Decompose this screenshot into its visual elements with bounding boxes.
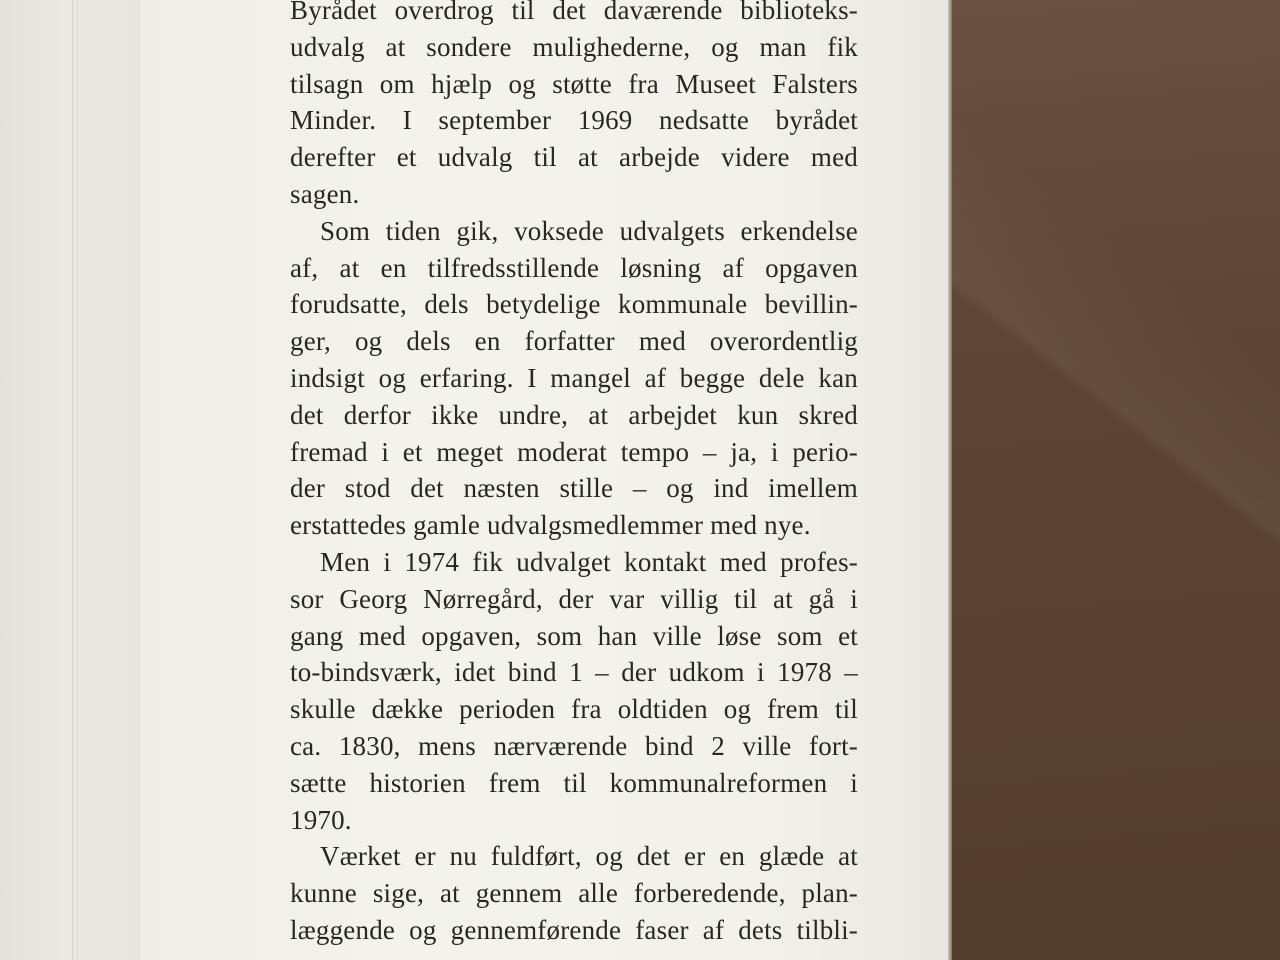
text-line: ger, og dels en forfatter med overordentlig xyxy=(290,326,858,357)
adjacent-page xyxy=(0,0,140,960)
text-line: 1970. xyxy=(290,804,352,835)
paragraph-1 xyxy=(290,0,858,213)
text-line: Værket er nu fuldført, og det er en glæde at xyxy=(320,841,858,872)
text-line: sagen. xyxy=(290,178,360,209)
text-line: ca. 1830, mens nærværende bind 2 ville fort- xyxy=(290,730,858,761)
body-text xyxy=(290,0,858,949)
text-line: indsigt og erfaring. I mangel af begge dele kan xyxy=(290,362,858,393)
text-line: tilsagn om hjælp og støtte fra Museet Falsters xyxy=(290,68,858,99)
page-edge-left xyxy=(72,0,78,960)
text-line: Minder. I september 1969 nedsatte byrådet xyxy=(290,105,858,136)
text-line: Men i 1974 fik udvalget kontakt med profes- xyxy=(320,546,858,577)
text-line: skulle dække perioden fra oldtiden og frem til xyxy=(290,694,858,725)
paragraph-3 xyxy=(290,544,858,838)
text-line: gang med opgaven, som han ville løse som et xyxy=(290,620,858,651)
text-line: forudsatte, dels betydelige kommunale bevillin- xyxy=(290,289,858,320)
paragraph-4 xyxy=(290,838,858,948)
text-line: kunne sige, at gennem alle forberedende, plan- xyxy=(290,878,858,909)
text-line: fremad i et meget moderat tempo – ja, i perio- xyxy=(290,436,858,467)
text-line: der stod det næsten stille – og ind imellem xyxy=(290,473,858,504)
text-line: sor Georg Nørregård, der var villig til at gå i xyxy=(290,583,858,614)
text-line: det derfor ikke undre, at arbejdet kun skred xyxy=(290,399,858,430)
text-line: derefter et udvalg til at arbejde videre med xyxy=(290,142,858,173)
text-line: læggende og gennemførende faser af dets tilbli- xyxy=(290,914,858,945)
text-line: udvalg at sondere mulighederne, og man fik xyxy=(290,31,858,62)
text-line: Byrådet overdrog til det daværende biblioteks- xyxy=(290,0,858,25)
paragraph-2 xyxy=(290,213,858,544)
text-line: sætte historien frem til kommunalreformen i xyxy=(290,767,858,798)
surface-shading xyxy=(952,0,1280,960)
text-line: erstattedes gamle udvalgsmedlemmer med nye. xyxy=(290,510,811,541)
text-line: to-bindsværk, idet bind 1 – der udkom i 1978 – xyxy=(290,657,858,688)
text-line: af, at en tilfredsstillende løsning af opgaven xyxy=(290,252,858,283)
text-line: Som tiden gik, voksede udvalgets erkendelse xyxy=(320,215,858,246)
